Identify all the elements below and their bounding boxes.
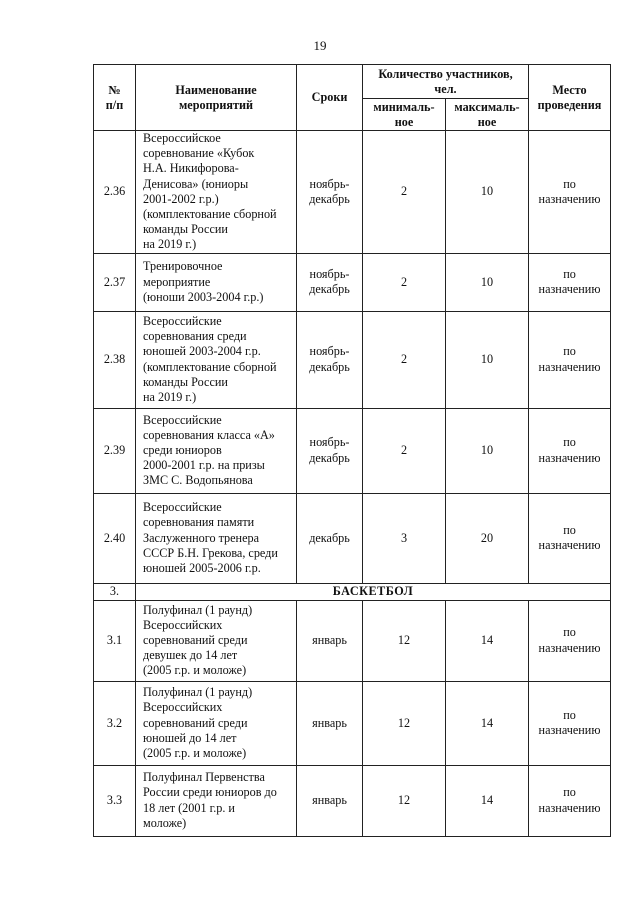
cell-max: 10 — [446, 253, 529, 311]
header-max: максималь- ное — [446, 99, 529, 131]
cell-min: 3 — [363, 493, 446, 583]
events-table — [93, 64, 611, 837]
cell-name: Полуфинал (1 раунд) Всероссийских соревнований среди девушек до 14 лет (2005 г.р. и моложе) — [136, 600, 297, 681]
cell-term: январь — [297, 765, 363, 836]
cell-place: по назначению — [529, 681, 611, 765]
cell-min: 12 — [363, 765, 446, 836]
cell-place: по назначению — [529, 311, 611, 408]
cell-num: 3.2 — [94, 681, 136, 765]
cell-place: по назначению — [529, 408, 611, 493]
header-min: минималь- ное — [363, 99, 446, 131]
cell-name: Полуфинал Первенства России среди юниоров до 18 лет (2001 г.р. и моложе) — [136, 765, 297, 836]
cell-max: 10 — [446, 311, 529, 408]
header-participants: Количество участников, чел. — [363, 65, 529, 99]
cell-num: 2.40 — [94, 493, 136, 583]
section-num: 3. — [94, 583, 136, 600]
cell-max: 10 — [446, 408, 529, 493]
cell-min: 2 — [363, 253, 446, 311]
table-row — [94, 765, 611, 836]
cell-term: ноябрь- декабрь — [297, 408, 363, 493]
table-row — [94, 311, 611, 408]
cell-max: 14 — [446, 765, 529, 836]
cell-min: 2 — [363, 311, 446, 408]
cell-num: 2.38 — [94, 311, 136, 408]
cell-min: 12 — [363, 681, 446, 765]
table-row — [94, 600, 611, 681]
cell-place: по назначению — [529, 131, 611, 254]
cell-term: ноябрь- декабрь — [297, 311, 363, 408]
cell-num: 3.3 — [94, 765, 136, 836]
cell-num: 2.36 — [94, 131, 136, 254]
cell-name: Полуфинал (1 раунд) Всероссийских соревнований среди юношей до 14 лет (2005 г.р. и моложе) — [136, 681, 297, 765]
cell-name: Всероссийские соревнования класса «А» среди юниоров 2000-2001 г.р. на призы ЗМС С. Водопьянова — [136, 408, 297, 493]
cell-name: Всероссийские соревнования памяти Заслуженного тренера СССР Б.Н. Грекова, среди юношей 2005-2006 г.р. — [136, 493, 297, 583]
header-term: Сроки — [297, 65, 363, 131]
cell-place: по назначению — [529, 493, 611, 583]
cell-max: 20 — [446, 493, 529, 583]
cell-term: ноябрь- декабрь — [297, 253, 363, 311]
cell-max: 14 — [446, 681, 529, 765]
cell-name: Всероссийские соревнования среди юношей 2003-2004 г.р. (комплектование сборной команды России на 2019 г.) — [136, 311, 297, 408]
cell-term: январь — [297, 600, 363, 681]
table-row — [94, 681, 611, 765]
section-title: БАСКЕТБОЛ — [136, 583, 611, 600]
cell-max: 10 — [446, 131, 529, 254]
cell-min: 2 — [363, 131, 446, 254]
header-name: Наименование мероприятий — [136, 65, 297, 131]
cell-term: январь — [297, 681, 363, 765]
cell-term: ноябрь- декабрь — [297, 131, 363, 254]
cell-max: 14 — [446, 600, 529, 681]
header-place: Место проведения — [529, 65, 611, 131]
cell-place: по назначению — [529, 253, 611, 311]
table-row — [94, 253, 611, 311]
cell-min: 12 — [363, 600, 446, 681]
cell-num: 2.39 — [94, 408, 136, 493]
page-number: 19 — [313, 38, 327, 53]
cell-place: по назначению — [529, 765, 611, 836]
cell-name: Тренировочное мероприятие (юноши 2003-2004 г.р.) — [136, 253, 297, 311]
cell-min: 2 — [363, 408, 446, 493]
cell-term: декабрь — [297, 493, 363, 583]
table-row — [94, 493, 611, 583]
section-row — [94, 583, 611, 600]
cell-num: 3.1 — [94, 600, 136, 681]
header-num: № п/п — [94, 65, 136, 131]
table-row — [94, 408, 611, 493]
cell-name: Всероссийское соревнование «Кубок Н.А. Никифорова- Денисова» (юниоры 2001-2002 г.р.) (комплектование сборной команды России на 2019 г.) — [136, 131, 297, 254]
cell-num: 2.37 — [94, 253, 136, 311]
cell-place: по назначению — [529, 600, 611, 681]
header-row — [94, 65, 611, 99]
table-row — [94, 131, 611, 254]
